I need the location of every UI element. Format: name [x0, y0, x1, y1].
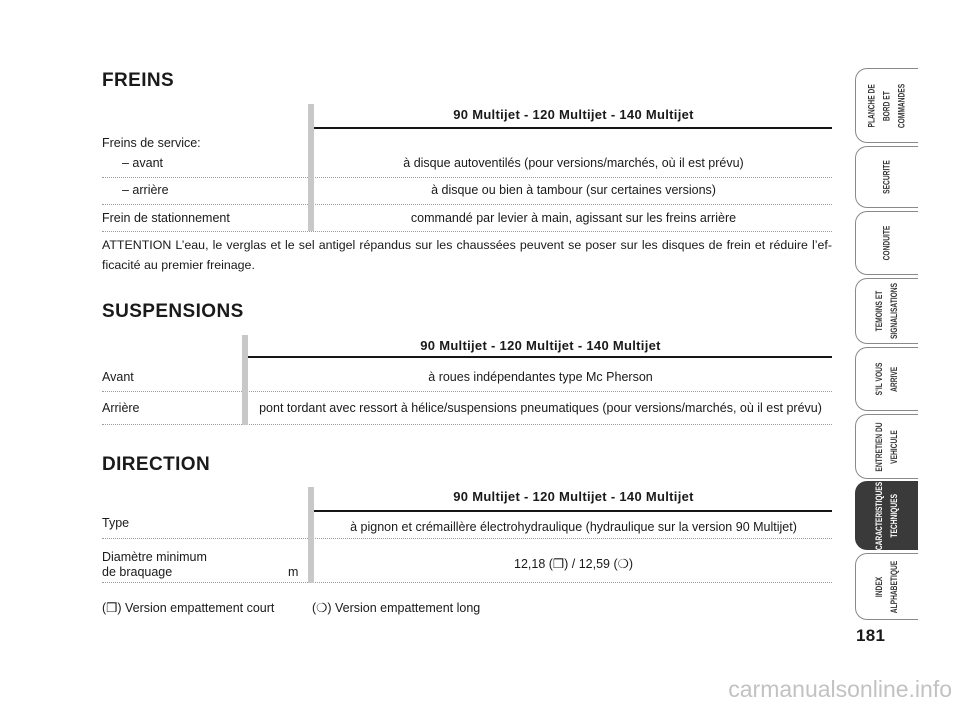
chapter-tab-label — [880, 160, 895, 194]
row-label: Diamètre minimum — [102, 550, 207, 564]
tab-label-line: ALPHABETIQUE — [889, 560, 900, 613]
tab-label-line: COMMANDES — [896, 83, 908, 128]
header-underline — [248, 356, 832, 358]
chapter-tab-label — [872, 363, 902, 396]
chapter-tab-entretien[interactable] — [855, 414, 918, 479]
section-title-freins: FREINS — [102, 70, 175, 91]
tab-label-line: SECURITE — [881, 160, 893, 194]
chapter-tab-sil-vous-arrive[interactable] — [855, 347, 918, 411]
row-label: Frein de stationnement — [102, 211, 230, 225]
column-divider-bar — [308, 487, 314, 583]
watermark: carmanualsonline.info — [728, 676, 952, 702]
tab-label-line: TECHNIQUES — [889, 493, 900, 538]
row-value: 12,18 (❒) / 12,59 (❍) — [514, 557, 633, 571]
row-unit: m — [288, 565, 299, 579]
row-label: Freins de service: — [102, 136, 201, 150]
column-header: 90 Multijet - 120 Multijet - 140 Multijet — [420, 338, 661, 353]
chapter-tab-planche-de-bord[interactable] — [855, 68, 918, 143]
tab-label-line: INDEX — [874, 576, 885, 597]
row-value: pont tordant avec ressort à hélice/suspensions pneumatiques (pour versions/marchés, où il est prévu) — [259, 401, 822, 415]
row-separator — [102, 391, 832, 392]
tab-label-line: BORD ET — [881, 90, 893, 121]
chapter-tab-label — [880, 226, 895, 261]
row-separator — [102, 582, 832, 583]
tab-label-line: CARACTERISTIQUES — [874, 481, 885, 550]
chapter-tab-label — [872, 560, 902, 612]
row-value: à roues indépendantes type Mc Pherson — [428, 370, 653, 384]
tab-label-line: ARRIVE — [889, 366, 900, 392]
chapter-tab-conduite[interactable] — [855, 211, 918, 275]
chapter-tab-label — [872, 283, 902, 339]
tab-label-line: VEHICULE — [889, 429, 900, 464]
row-value: commandé par levier à main, agissant sur les freins arrière — [410, 211, 737, 225]
row-separator — [102, 424, 832, 425]
column-header: 90 Multijet - 120 Multijet - 140 Multijet — [453, 489, 694, 504]
tab-label-line: ENTRETIEN DU — [874, 421, 885, 472]
row-value: à pignon et crémaillère électrohydraulique (hydraulique sur la version 90 Multijet) — [350, 520, 797, 534]
chapter-tab-temoins[interactable] — [855, 278, 918, 344]
chapter-tab-label — [872, 422, 902, 471]
row-separator — [102, 204, 832, 205]
row-label: – arrière — [122, 183, 169, 197]
footnote-long-wheelbase: (❍) Version empattement long — [312, 601, 481, 615]
note-line: ATTENTION L’eau, le verglas et le sel antigel répandus sur les chaussées peuvent se poser sur les disques de frein et réduire l’ef- — [102, 238, 832, 252]
row-separator — [102, 177, 832, 178]
row-separator — [102, 538, 832, 539]
tab-label-line: TEMOINS ET — [874, 290, 885, 332]
column-header: 90 Multijet - 120 Multijet - 140 Multijet — [453, 107, 694, 122]
section-title-suspensions: SUSPENSIONS — [102, 301, 244, 322]
section-title-direction: DIRECTION — [102, 454, 211, 475]
tab-label-line: S’IL VOUS — [874, 362, 885, 396]
chapter-tab-label — [872, 481, 902, 549]
row-label: – avant — [122, 156, 164, 170]
footnote-short-wheelbase: (❒) Version empattement court — [102, 601, 275, 615]
row-value: à disque ou bien à tambour (sur certaines versions) — [431, 183, 716, 197]
tab-label-line: CONDUITE — [881, 225, 893, 261]
row-label: Avant — [102, 370, 134, 384]
note-line: ficacité au premier freinage. — [102, 258, 255, 272]
row-label: Arrière — [102, 401, 140, 415]
header-underline — [314, 510, 832, 512]
row-separator — [102, 231, 832, 232]
column-divider-bar — [308, 104, 314, 231]
tab-label-line: PLANCHE DE — [866, 83, 878, 128]
row-label: de braquage — [102, 565, 173, 579]
page-number: 181 — [856, 626, 886, 645]
chapter-tab-securite[interactable] — [855, 146, 918, 208]
header-underline — [314, 127, 832, 129]
tab-label-line: SIGNALISATIONS — [889, 282, 900, 340]
row-value: à disque autoventilés (pour versions/marchés, où il est prévu) — [403, 156, 744, 170]
column-divider-bar — [242, 335, 248, 425]
chapter-tab-label — [865, 83, 910, 127]
row-label: Type — [102, 516, 130, 530]
chapter-tab-caracteristiques[interactable] — [855, 481, 918, 550]
chapter-tab-index[interactable] — [855, 553, 918, 620]
